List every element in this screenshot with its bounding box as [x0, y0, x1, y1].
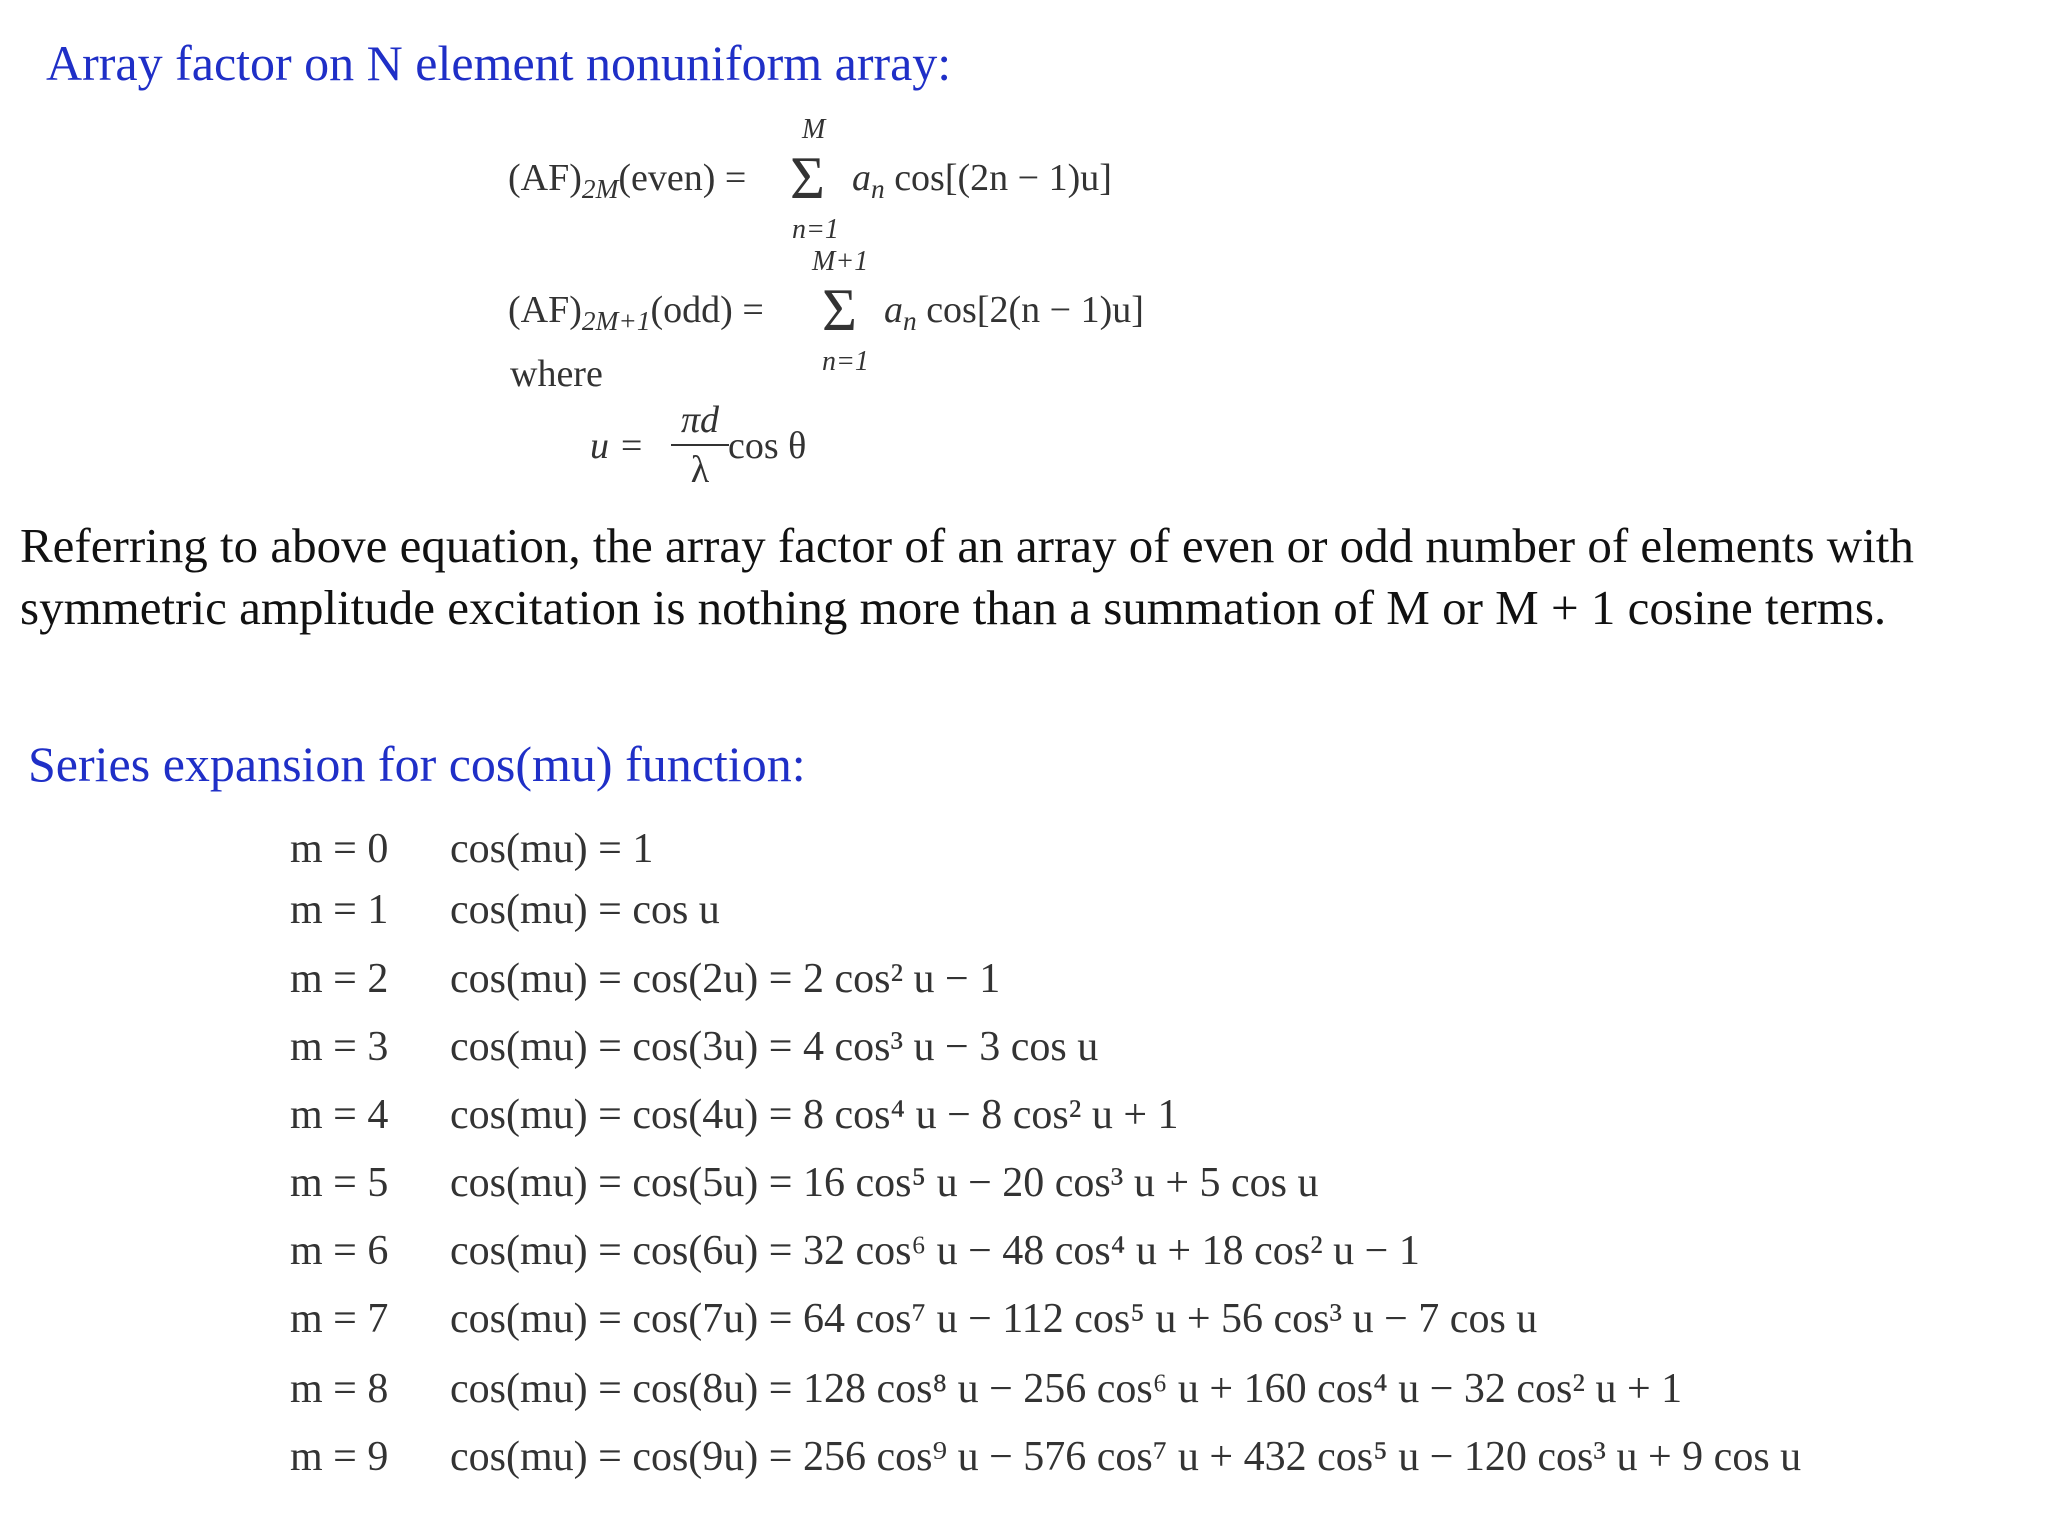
series-expression: cos(mu) = cos(9u) = 256 cos⁹ u − 576 cos⁷ u + 432 cos⁵ u − 120 cos³ u + 9 cos u — [450, 1434, 1802, 1480]
fraction-bar — [671, 444, 729, 446]
series-expression: cos(mu) = cos(5u) = 16 cos⁵ u − 20 cos³ u + 5 cos u — [450, 1160, 1319, 1206]
series-expression: cos(mu) = cos u — [450, 887, 720, 933]
series-expression: cos(mu) = 1 — [450, 826, 654, 872]
equation-odd-term — [884, 288, 1144, 337]
coef-a: a — [852, 157, 871, 199]
series-expression: cos(mu) = cos(8u) = 128 cos⁸ u − 256 cos⁶ u + 160 cos⁴ u − 32 cos² u + 1 — [450, 1366, 1683, 1412]
lhs-main: (AF) — [508, 289, 582, 331]
where-label: where — [510, 353, 603, 395]
lhs-tail: (odd) = — [650, 289, 764, 331]
term-rest: cos[2(n − 1)u] — [916, 289, 1144, 331]
equation-even-lhs — [508, 156, 746, 205]
heading-array-factor: Array factor on N element nonuniform array: — [46, 35, 952, 91]
m-value: m = 1 — [290, 887, 389, 933]
coef-sub: n — [903, 306, 917, 337]
lhs-tail: (even) = — [618, 157, 747, 199]
m-value: m = 0 — [290, 826, 389, 872]
equation-odd-lhs — [508, 288, 764, 337]
m-value: m = 6 — [290, 1228, 389, 1274]
sum-lower-limit: n=1 — [822, 346, 869, 377]
m-value: m = 5 — [290, 1160, 389, 1206]
sum-upper-limit: M+1 — [812, 246, 869, 277]
fraction-numerator: πd — [680, 399, 720, 441]
fraction-denominator: λ — [690, 449, 710, 491]
explanation-paragraph: Referring to above equation, the array factor of an array of even or odd number of elements with symmetric amplitude excitation is nothing more than a summation of M or M + 1 cosine terms. — [20, 518, 1914, 635]
sigma-icon: Σ — [790, 145, 825, 211]
equation-even-term — [852, 156, 1112, 205]
series-expression: cos(mu) = cos(4u) = 8 cos⁴ u − 8 cos² u + 1 — [450, 1092, 1179, 1138]
series-expression: cos(mu) = cos(2u) = 2 cos² u − 1 — [450, 956, 1001, 1002]
series-expression: cos(mu) = cos(6u) = 32 cos⁶ u − 48 cos⁴ u + 18 cos² u − 1 — [450, 1228, 1420, 1274]
coef-a: a — [884, 289, 903, 331]
sigma-icon: Σ — [822, 277, 857, 343]
m-value: m = 9 — [290, 1434, 389, 1480]
lhs-sub: 2M — [581, 174, 619, 205]
m-value: m = 3 — [290, 1024, 389, 1070]
m-value: m = 7 — [290, 1296, 389, 1342]
m-value: m = 8 — [290, 1366, 389, 1412]
lhs-sub: 2M+1 — [581, 306, 651, 337]
series-expression: cos(mu) = cos(3u) = 4 cos³ u − 3 cos u — [450, 1024, 1099, 1070]
sum-upper-limit: M — [802, 114, 826, 145]
m-value: m = 2 — [290, 956, 389, 1002]
term-rest: cos[(2n − 1)u] — [884, 157, 1112, 199]
u-tail: cos θ — [728, 425, 807, 467]
sum-lower-limit: n=1 — [792, 214, 839, 245]
lhs-main: (AF) — [508, 157, 582, 199]
u-lhs: u = — [590, 425, 645, 467]
m-value: m = 4 — [290, 1092, 389, 1138]
series-expression: cos(mu) = cos(7u) = 64 cos⁷ u − 112 cos⁵ u + 56 cos³ u − 7 cos u — [450, 1296, 1538, 1342]
heading-series-expansion: Series expansion for cos(mu) function: — [28, 736, 806, 792]
coef-sub: n — [871, 174, 885, 205]
